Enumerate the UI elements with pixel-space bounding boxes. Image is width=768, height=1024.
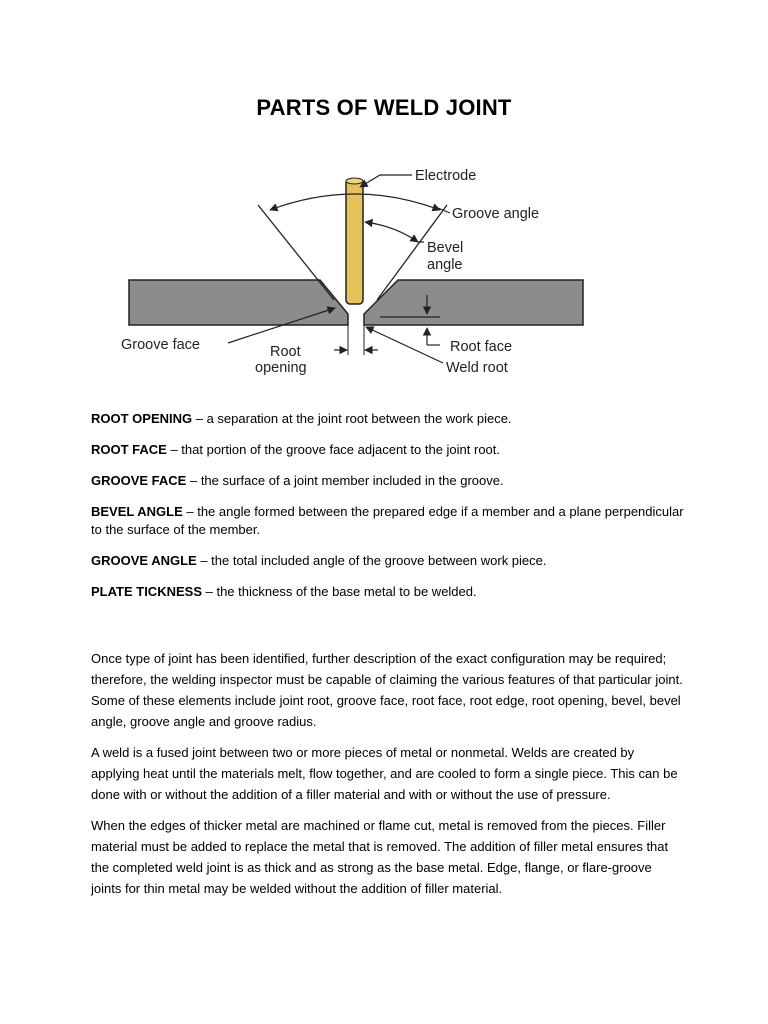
label-root-opening-line1: Root — [270, 344, 301, 360]
definition-term: BEVEL ANGLE — [91, 504, 183, 519]
definition-term: ROOT OPENING — [91, 411, 193, 426]
definition-text: – the total included angle of the groove between work piece. — [196, 553, 547, 568]
electrode-leader — [360, 175, 412, 187]
label-bevel-line1: Bevel — [427, 240, 464, 256]
definition-text: – a separation at the joint root between the work piece. — [192, 411, 512, 426]
definition-plate-thickness — [91, 583, 691, 601]
weld-joint-diagram — [0, 150, 768, 390]
weld-joint-svg — [0, 150, 768, 390]
page-title: PARTS OF WELD JOINT — [256, 95, 512, 120]
label-groove-face: Groove face — [121, 337, 200, 353]
definition-root-face — [91, 441, 691, 459]
paragraph-joint-configuration: Once type of joint has been identified, further description of the exact configuration may be required; therefore, the welding inspector must be capable of claiming the various features of that particular joint. Some of these elements include joint root, groove face, root face, root edge, root opening, bevel, bevel angle, groove angle and groove radius. — [91, 651, 683, 729]
paragraph-filler-material: When the edges of thicker metal are machined or flame cut, metal is removed from the pieces. Filler material must be added to replace the metal that is removed. The addition of filler metal ensures that the completed weld joint is as thick and as strong as the base metal. Edge, flange, or flare-groove joints for thin metal may be welded without the addition of filler material. — [91, 818, 669, 896]
label-electrode: Electrode — [415, 168, 477, 184]
definition-text: – the angle formed between the prepared edge if a member and a plane perpendicular to the surface of the member. — [91, 504, 684, 537]
definition-term: GROOVE FACE — [91, 473, 187, 488]
definition-bevel-angle — [91, 503, 691, 539]
label-groove-angle: Groove angle — [452, 206, 540, 222]
definition-term: GROOVE ANGLE — [91, 553, 197, 568]
definition-groove-face — [91, 472, 691, 490]
definition-groove-angle — [91, 552, 691, 570]
paragraph-weld-definition: A weld is a fused joint between two or more pieces of metal or nonmetal. Welds are created by applying heat until the materials melt, flow together, and are cooled to form a single piece. This can be done with or without the addition of a filler material and with or without the use of pressure. — [91, 745, 678, 802]
definition-term: PLATE TICKNESS — [91, 584, 202, 599]
bevel-angle-arc — [365, 222, 418, 242]
label-root-opening-line2: opening — [255, 360, 307, 376]
definitions-list — [91, 410, 691, 614]
right-plate — [364, 280, 583, 325]
label-root-face: Root face — [450, 339, 513, 355]
definition-text: – the thickness of the base metal to be welded. — [202, 584, 477, 599]
label-weld-root: Weld root — [446, 360, 508, 376]
definition-term: ROOT FACE — [91, 442, 167, 457]
electrode-rod — [346, 179, 363, 304]
left-plate — [129, 280, 348, 325]
definition-text: – that portion of the groove face adjacent to the joint root. — [166, 442, 501, 457]
body-text — [91, 648, 683, 909]
definition-text: – the surface of a joint member included in the groove. — [186, 473, 504, 488]
definition-root-opening — [91, 410, 691, 428]
label-bevel-line2: angle — [427, 257, 463, 273]
